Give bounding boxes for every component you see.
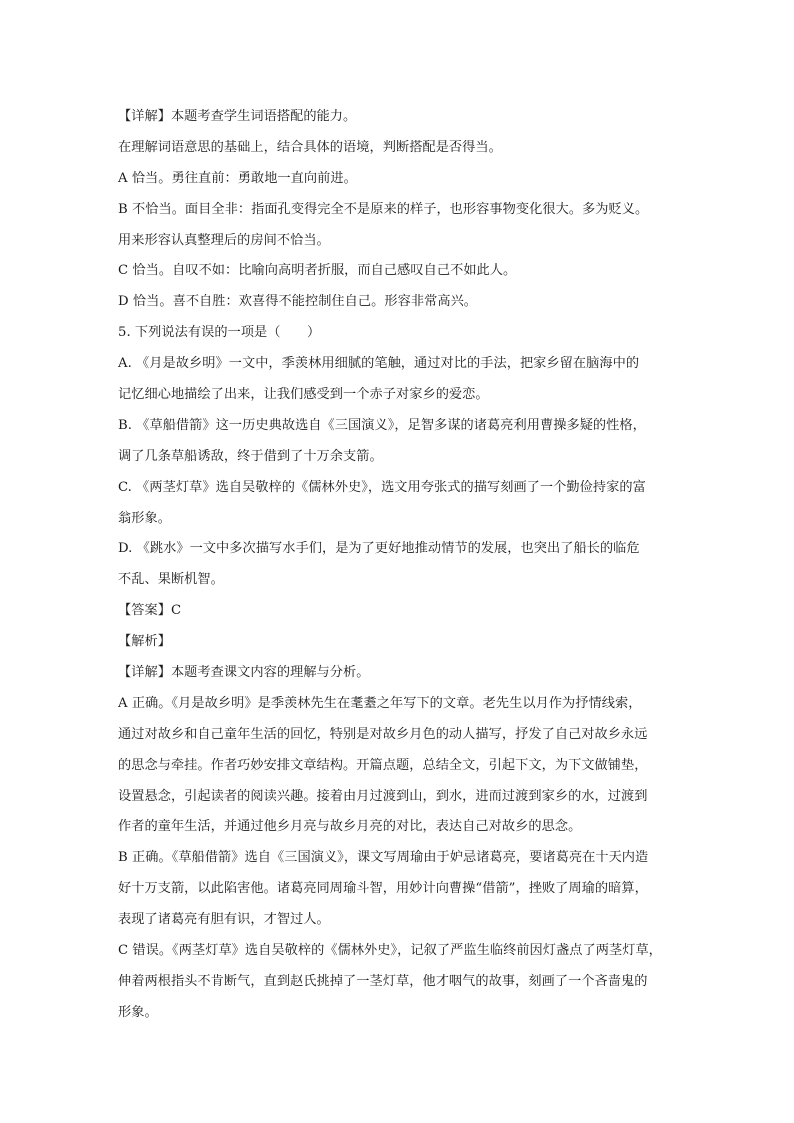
text-line: 翁形象。 xyxy=(118,510,171,526)
text-line: 不乱、果断机智。 xyxy=(118,572,224,588)
explanation-a: A 正确。《月是故乡明》是季羡林先生在耄耋之年写下的文章。老先生以月作为抒情线索， xyxy=(118,695,642,711)
question-option-d: D. 《跳水》一文中多次描写水手们，是为了更好地推动情节的发展，也突出了船长的临危 xyxy=(118,541,640,557)
option-b-analysis: B 不恰当。面目全非：指面孔变得完全不是原来的样子，也形容事物变化很大。多为贬义。 xyxy=(118,201,649,217)
text-line: 调了几条草船诱敌，终于借到了十万余支箭。 xyxy=(118,448,383,464)
text-line: 表现了诸葛亮有胆有识，才智过人。 xyxy=(118,912,330,928)
option-a-analysis: A 恰当。勇往直前：勇敢地一直向前进。 xyxy=(118,170,357,186)
document-body xyxy=(118,102,688,1029)
explanation-b: B 正确。《草船借箭》选自《三国演义》，课文写周瑜由于妒忌诸葛亮，要诸葛亮在十天内造 xyxy=(118,850,649,866)
detail-heading-content: 【详解】本题考查课文内容的理解与分析。 xyxy=(118,665,370,681)
text-line: 在理解词语意思的基础上，结合具体的语境，判断搭配是否得当。 xyxy=(118,139,502,155)
text-line: 好十万支箭，以此陷害他。诸葛亮同周瑜斗智，用妙计向曹操“借箭”，挫败了周瑜的暗算， xyxy=(118,881,648,897)
option-c-analysis: C 恰当。自叹不如：比喻向高明者折服，而自己感叹自己不如此人。 xyxy=(118,263,517,279)
detail-heading-vocab: 【详解】本题考查学生词语搭配的能力。 xyxy=(118,109,357,124)
analysis-heading: 【解析】 xyxy=(118,634,171,650)
question-option-c: C. 《两茎灯草》选自吴敬梓的《儒林外史》，选文用夸张式的描写刻画了一个勤俭持家的富 xyxy=(118,479,646,495)
text-line: 的思念与牵挂。作者巧妙安排文章结构。开篇点题，总结全文，引起下文，为下文做铺垫， xyxy=(118,757,648,773)
text-line: 形象。 xyxy=(118,1004,158,1020)
text-line: 伸着两根指头不肯断气，直到赵氏挑掉了一茎灯草，他才咽气的故事，刻画了一个吝啬鬼的 xyxy=(118,973,648,989)
text-line: 通过对故乡和自己童年生活的回忆，特别是对故乡月色的动人描写，抒发了自己对故乡永远 xyxy=(118,726,648,742)
option-d-analysis: D 恰当。喜不自胜：欢喜得不能控制住自己。形容非常高兴。 xyxy=(118,294,478,310)
question-5: 5. 下列说法有误的一项是（ ） xyxy=(118,325,321,341)
text-line: 设置悬念，引起读者的阅读兴趣。接着由月过渡到山，到水，进而过渡到家乡的水，过渡到 xyxy=(118,788,648,804)
explanation-c: C 错误。《两茎灯草》选自吴敬梓的《儒林外史》，记叙了严监生临终前因灯盏点了两茎灯草， xyxy=(118,943,662,959)
question-option-a: A. 《月是故乡明》一文中，季羡林用细腻的笔触，通过对比的手法，把家乡留在脑海中的 xyxy=(118,356,640,372)
text-line: 记忆细心地描绘了出来，让我们感受到一个赤子对家乡的爱恋。 xyxy=(118,387,489,403)
question-option-b: B. 《草船借箭》这一历史典故选自《三国演义》，足智多谋的诸葛亮利用曹操多疑的性格， xyxy=(118,417,646,433)
text-line: 用来形容认真整理后的房间不恰当。 xyxy=(118,232,330,248)
answer-line: 【答案】C xyxy=(118,603,182,619)
text-line: 作者的童年生活，并通过他乡月亮与故乡月亮的对比，表达自己对故乡的思念。 xyxy=(118,819,582,835)
